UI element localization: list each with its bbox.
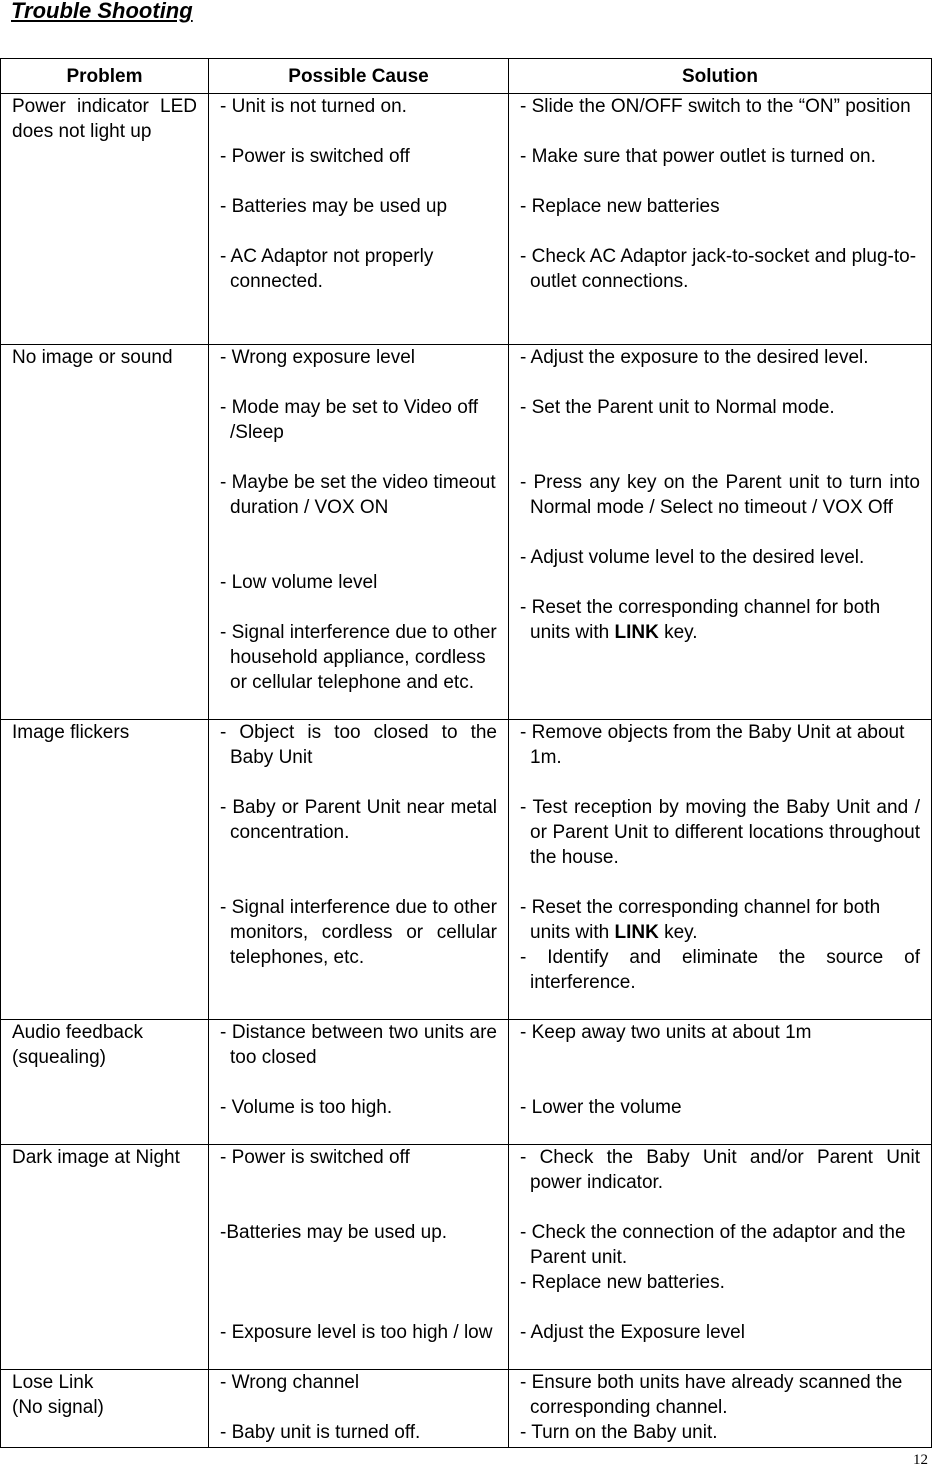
solution-text: - Reset the corresponding channel for both units with bbox=[520, 597, 881, 643]
cause-item: - Wrong channel bbox=[220, 1372, 360, 1393]
cause-item: - Mode may be set to Video off /Sleep bbox=[220, 397, 479, 443]
problem-cell: Power indicator LED does not light up bbox=[1, 94, 209, 345]
cause-item: - Signal interference due to other household appliance, cordless or cellular telephone and etc. bbox=[220, 622, 497, 693]
cause-cell bbox=[209, 1370, 509, 1448]
cause-item: -Batteries may be used up. bbox=[220, 1222, 448, 1243]
table-header-row bbox=[1, 59, 932, 94]
solution-item: - Adjust volume level to the desired level. bbox=[520, 547, 865, 568]
problem-line: Lose Link bbox=[12, 1372, 94, 1393]
problem-line: (No signal) bbox=[12, 1397, 104, 1418]
cause-item: - Unit is not turned on. bbox=[220, 96, 407, 117]
solution-item: - Turn on the Baby unit. bbox=[520, 1422, 718, 1443]
solution-item: - Replace new batteries bbox=[520, 196, 720, 217]
cause-item: - Low volume level bbox=[220, 572, 378, 593]
cause-item: - Power is switched off bbox=[220, 1147, 410, 1168]
cause-item: - Maybe be set the video timeout duration / VOX ON bbox=[220, 472, 496, 518]
solution-text: key. bbox=[664, 922, 698, 943]
cause-item: - Power is switched off bbox=[220, 146, 410, 167]
header-possible-cause: Possible Cause bbox=[209, 59, 509, 94]
solution-cell bbox=[509, 1020, 932, 1145]
cause-cell bbox=[209, 1145, 509, 1370]
solution-item: - Check the Baby Unit and/or Parent Unit power indicator. bbox=[520, 1147, 920, 1193]
cause-cell bbox=[209, 94, 509, 345]
table-row bbox=[1, 1145, 932, 1370]
solution-item: - Press any key on the Parent unit to turn into Normal mode / Select no timeout / VOX Off bbox=[520, 472, 920, 518]
cause-item: - Object is too closed to the Baby Unit bbox=[220, 722, 497, 768]
solution-text: key. bbox=[664, 622, 698, 643]
cause-item: - Baby or Parent Unit near metal concentration. bbox=[220, 797, 497, 843]
solution-item: - Test reception by moving the Baby Unit and / or Parent Unit to different locations throughout the house. bbox=[520, 797, 920, 868]
cause-cell bbox=[209, 345, 509, 720]
problem-cell: Audio feedback (squealing) bbox=[1, 1020, 209, 1145]
link-key-label: LINK bbox=[614, 922, 659, 943]
cause-cell bbox=[209, 720, 509, 1020]
solution-cell bbox=[509, 720, 932, 1020]
solution-item: - Remove objects from the Baby Unit at about 1m. bbox=[520, 722, 905, 768]
solution-item bbox=[520, 895, 920, 945]
cause-item: - Distance between two units are too closed bbox=[220, 1022, 497, 1068]
solution-cell bbox=[509, 1145, 932, 1370]
problem-cell: No image or sound bbox=[1, 345, 209, 720]
header-problem: Problem bbox=[1, 59, 209, 94]
solution-item: - Adjust the Exposure level bbox=[520, 1322, 745, 1343]
header-solution: Solution bbox=[509, 59, 932, 94]
table-row bbox=[1, 1370, 932, 1448]
table-row bbox=[1, 1020, 932, 1145]
cause-item: - Volume is too high. bbox=[220, 1097, 393, 1118]
solution-item: - Slide the ON/OFF switch to the “ON” position bbox=[520, 96, 911, 117]
problem-cell: Dark image at Night bbox=[1, 1145, 209, 1370]
problem-cell: Image flickers bbox=[1, 720, 209, 1020]
cause-item: - Signal interference due to other monitors, cordless or cellular telephones, etc. bbox=[220, 897, 497, 968]
solution-item: - Replace new batteries. bbox=[520, 1272, 725, 1293]
cause-item: - Batteries may be used up bbox=[220, 196, 448, 217]
table-row bbox=[1, 345, 932, 720]
solution-item: - Lower the volume bbox=[520, 1097, 682, 1118]
solution-item bbox=[520, 595, 920, 645]
cause-item: - AC Adaptor not properly connected. bbox=[220, 246, 434, 292]
solution-cell bbox=[509, 94, 932, 345]
cause-cell bbox=[209, 1020, 509, 1145]
solution-item: - Make sure that power outlet is turned on. bbox=[520, 146, 876, 167]
link-key-label: LINK bbox=[614, 622, 659, 643]
solution-item: - Adjust the exposure to the desired level. bbox=[520, 347, 869, 368]
page-number: 12 bbox=[913, 1452, 928, 1468]
solution-text: - Reset the corresponding channel for both units with bbox=[520, 897, 881, 943]
solution-item: - Check the connection of the adaptor and the Parent unit. bbox=[520, 1222, 906, 1268]
solution-item: - Identify and eliminate the source of interference. bbox=[520, 947, 920, 993]
solution-cell bbox=[509, 345, 932, 720]
troubleshooting-table bbox=[0, 58, 932, 1448]
cause-item: - Baby unit is turned off. bbox=[220, 1422, 421, 1443]
solution-item: - Ensure both units have already scanned the corresponding channel. bbox=[520, 1372, 903, 1418]
solution-item: - Keep away two units at about 1m bbox=[520, 1022, 812, 1043]
solution-item: - Set the Parent unit to Normal mode. bbox=[520, 397, 835, 418]
table-row bbox=[1, 94, 932, 345]
page-title: Trouble Shooting bbox=[11, 0, 193, 23]
cause-item: - Exposure level is too high / low bbox=[220, 1322, 493, 1343]
table-row bbox=[1, 720, 932, 1020]
problem-cell bbox=[1, 1370, 209, 1448]
cause-item: - Wrong exposure level bbox=[220, 347, 416, 368]
solution-cell bbox=[509, 1370, 932, 1448]
solution-item: - Check AC Adaptor jack-to-socket and plug-to-outlet connections. bbox=[520, 246, 917, 292]
